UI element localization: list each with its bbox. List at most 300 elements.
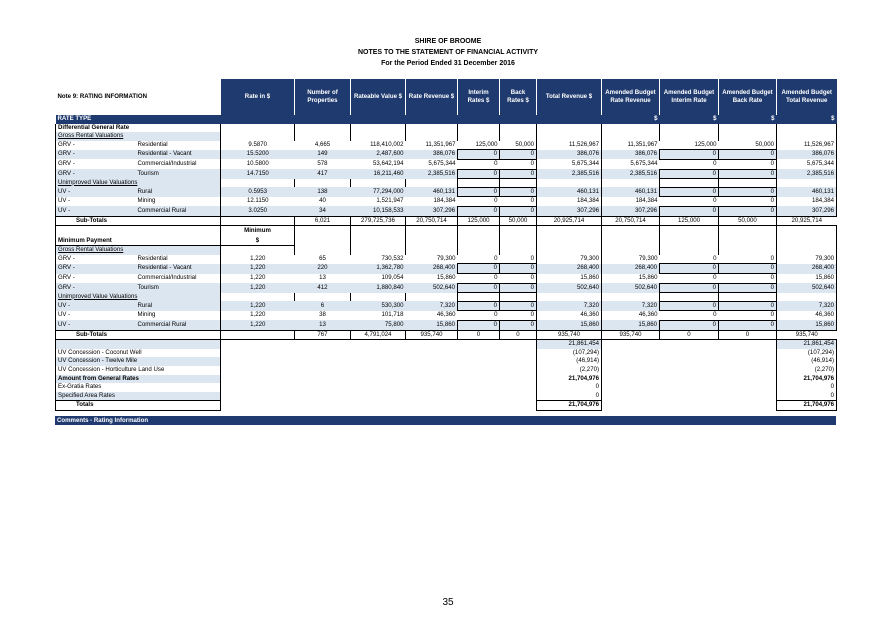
value-cell-n: 4,665 bbox=[314, 141, 331, 149]
empty-cell bbox=[295, 340, 351, 349]
value-cell-rate: 1,220 bbox=[221, 264, 295, 274]
summary-ab-total: 0 bbox=[777, 383, 837, 392]
value-cell-ir: 125,000 bbox=[475, 140, 498, 148]
col-ab-total-header: Amended Budget Total Revenue bbox=[777, 79, 837, 115]
subtotal-abb: 0 bbox=[719, 330, 777, 340]
value-cell-abb: 0 bbox=[770, 197, 774, 205]
empty-cell bbox=[221, 216, 295, 226]
value-cell-rv: 1,880,840 bbox=[351, 283, 406, 293]
subtotal-rr: 20,750,714 bbox=[406, 216, 458, 226]
summary-label: Specified Area Rates bbox=[56, 392, 221, 401]
min-grv-label-row bbox=[56, 246, 837, 255]
section-label: Gross Rental Valuations bbox=[56, 132, 221, 141]
empty-cell bbox=[295, 226, 351, 237]
empty-cell bbox=[295, 392, 351, 401]
min-uv-row bbox=[56, 301, 837, 311]
empty-cell bbox=[660, 237, 719, 246]
value-cell-rate: 12.1150 bbox=[246, 197, 269, 205]
period-subtitle: For the Period Ended 31 December 2016 bbox=[381, 60, 515, 67]
empty-cell bbox=[458, 293, 500, 302]
empty-cell bbox=[602, 375, 660, 384]
empty-cell bbox=[406, 349, 458, 358]
empty-cell bbox=[351, 226, 406, 237]
subtotal-abi: 0 bbox=[660, 330, 719, 340]
value-cell-abi: 0 bbox=[660, 206, 719, 216]
rate-category: Rural bbox=[136, 301, 221, 311]
rate-category: Residential bbox=[136, 255, 221, 264]
value-cell-ir: 0 bbox=[494, 159, 498, 167]
subtotal-br: 50,000 bbox=[500, 216, 537, 226]
value-cell-rv: 1,521,947 bbox=[376, 197, 404, 205]
empty-cell bbox=[602, 179, 660, 188]
empty-cell bbox=[295, 366, 351, 375]
value-cell-abt: 7,320 bbox=[777, 301, 837, 311]
value-cell-abb: 0 bbox=[719, 264, 777, 274]
rate-category: Mining bbox=[136, 197, 221, 207]
value-cell-rv: 75,800 bbox=[351, 320, 406, 330]
empty-cell bbox=[777, 293, 837, 302]
value-cell-abb: 0 bbox=[770, 159, 774, 167]
org-name: SHIRE OF BROOME bbox=[414, 38, 482, 45]
value-cell-br: 50,000 bbox=[515, 140, 534, 148]
value-cell-rate: 9.5870 bbox=[248, 141, 268, 149]
value-cell-rr: 79,300 bbox=[436, 255, 456, 263]
empty-cell bbox=[719, 392, 777, 401]
empty-cell bbox=[458, 349, 500, 358]
empty-cell bbox=[351, 349, 406, 358]
min-row bbox=[56, 255, 837, 264]
dollar-cell bbox=[458, 115, 500, 124]
value-cell-abb: 0 bbox=[770, 274, 774, 281]
empty-cell bbox=[221, 392, 295, 401]
min-row bbox=[56, 283, 837, 293]
empty-cell bbox=[406, 383, 458, 392]
dollar-cell bbox=[221, 115, 295, 124]
value-cell-abr: 2,385,516 bbox=[602, 169, 660, 179]
value-cell-rr: 15,860 bbox=[406, 320, 458, 330]
summary-row bbox=[56, 366, 837, 375]
empty-cell bbox=[295, 237, 351, 246]
empty-cell bbox=[221, 340, 295, 349]
value-cell-tot: 46,360 bbox=[537, 311, 602, 321]
value-cell-tot: 460,131 bbox=[537, 187, 602, 197]
empty-cell bbox=[719, 293, 777, 302]
col-rate-header: Rate in $ bbox=[221, 79, 295, 115]
rate-category: Commercial Rural bbox=[136, 206, 221, 216]
value-cell-abi: 0 bbox=[660, 301, 719, 311]
value-cell-abi: 0 bbox=[660, 187, 719, 197]
empty-cell bbox=[602, 392, 660, 401]
value-cell-n: 13 bbox=[319, 274, 326, 281]
value-cell-ir: 0 bbox=[494, 274, 498, 281]
value-cell-abi: 0 bbox=[660, 150, 719, 160]
empty-cell bbox=[406, 226, 458, 237]
empty-cell bbox=[777, 179, 837, 188]
empty-cell bbox=[537, 124, 602, 133]
value-cell-abi: 0 bbox=[660, 283, 719, 293]
value-cell-br: 0 bbox=[500, 320, 537, 330]
value-cell-rv: 730,532 bbox=[381, 255, 404, 263]
value-cell-ir: 0 bbox=[458, 206, 500, 216]
empty-cell bbox=[406, 293, 458, 302]
empty-cell bbox=[660, 349, 719, 358]
value-cell-abb: 0 bbox=[770, 254, 774, 262]
value-cell-abr: 386,076 bbox=[602, 150, 660, 160]
empty-cell bbox=[500, 366, 537, 375]
value-cell-abi: 0 bbox=[660, 169, 719, 179]
empty-cell bbox=[221, 293, 295, 302]
rate-category: Residential - Vacant bbox=[136, 264, 221, 274]
empty-cell bbox=[351, 401, 406, 411]
value-cell-tot: 386,076 bbox=[537, 150, 602, 160]
value-cell-abi: 0 bbox=[713, 311, 717, 319]
totals-label: Totals bbox=[56, 401, 221, 411]
subtotal-tot: 935,740 bbox=[537, 330, 602, 340]
summary-label: UV Concession - Horticulture Land Use bbox=[56, 366, 221, 375]
empty-cell bbox=[351, 124, 406, 133]
empty-cell bbox=[660, 357, 719, 366]
rate-type-code: GRV - bbox=[56, 264, 136, 274]
summary-label: UV Concession - Twelve Mile bbox=[56, 357, 221, 366]
summary-ab-total: (2,270) bbox=[777, 366, 837, 375]
empty-cell bbox=[602, 246, 660, 255]
empty-cell bbox=[458, 226, 500, 237]
empty-cell bbox=[719, 132, 777, 141]
empty-cell bbox=[351, 357, 406, 366]
value-cell-br: 0 bbox=[530, 311, 534, 319]
empty-cell bbox=[602, 226, 660, 237]
value-cell-ir: 0 bbox=[494, 254, 498, 262]
summary-label: Amount from General Rates bbox=[56, 375, 221, 384]
empty-cell bbox=[602, 366, 660, 375]
min-row bbox=[56, 264, 837, 274]
grv-label-row bbox=[56, 132, 837, 141]
empty-cell bbox=[602, 383, 660, 392]
dollar-cell bbox=[406, 115, 458, 124]
value-cell-rr: 460,131 bbox=[406, 187, 458, 197]
subtotal-n: 6,021 bbox=[295, 216, 351, 226]
value-cell-br: 0 bbox=[500, 187, 537, 197]
empty-cell bbox=[56, 340, 221, 349]
value-cell-tot: 79,300 bbox=[537, 255, 602, 264]
summary-ab-total: 0 bbox=[777, 392, 837, 401]
value-cell-br: 0 bbox=[500, 169, 537, 179]
running-total-row bbox=[56, 340, 837, 349]
value-cell-rate: 10.5800 bbox=[246, 159, 269, 167]
empty-cell bbox=[406, 132, 458, 141]
dollar-cell bbox=[295, 115, 351, 124]
value-cell-n: 412 bbox=[295, 283, 351, 293]
empty-cell bbox=[777, 226, 837, 237]
value-cell-abi: 0 bbox=[713, 274, 717, 281]
value-cell-abb: 0 bbox=[719, 206, 777, 216]
empty-cell bbox=[406, 366, 458, 375]
empty-cell bbox=[351, 392, 406, 401]
empty-cell bbox=[221, 375, 295, 384]
empty-cell bbox=[458, 392, 500, 401]
empty-cell bbox=[500, 132, 537, 141]
empty-cell bbox=[719, 246, 777, 255]
value-cell-rr: 46,360 bbox=[436, 311, 456, 319]
subtotal-abr: 20,750,714 bbox=[602, 216, 660, 226]
minimum-payment-row bbox=[56, 237, 837, 246]
empty-cell bbox=[295, 179, 351, 188]
value-cell-abr: 15,860 bbox=[602, 320, 660, 330]
summary-label: Ex-Gratia Rates bbox=[56, 383, 221, 392]
value-cell-n: 40 bbox=[319, 197, 326, 205]
rate-type-code: GRV - bbox=[56, 159, 136, 169]
empty-cell bbox=[660, 132, 719, 141]
empty-cell bbox=[351, 340, 406, 349]
empty-cell bbox=[458, 357, 500, 366]
value-cell-abi: 125,000 bbox=[694, 140, 717, 148]
empty-cell bbox=[777, 237, 837, 246]
dollar-cell: $ bbox=[777, 115, 837, 124]
subtotal-n: 767 bbox=[295, 330, 351, 340]
value-cell-rate: 3.0250 bbox=[221, 206, 295, 216]
rate-type-code: UV - bbox=[56, 311, 136, 321]
table-body bbox=[56, 115, 837, 410]
col-ab-back-header: Amended Budget Back Rate bbox=[719, 79, 777, 115]
rate-category: Residential bbox=[136, 141, 221, 150]
value-cell-tot: 502,640 bbox=[537, 283, 602, 293]
section-label: Gross Rental Valuations bbox=[56, 246, 221, 255]
value-cell-rv: 77,294,000 bbox=[351, 187, 406, 197]
value-cell-br: 0 bbox=[500, 301, 537, 311]
empty-cell bbox=[719, 357, 777, 366]
rate-type-row bbox=[56, 115, 837, 124]
differential-row bbox=[56, 124, 837, 133]
empty-cell bbox=[719, 383, 777, 392]
min-uv-label-row bbox=[56, 293, 837, 302]
summary-total: 21,704,976 bbox=[537, 375, 602, 384]
empty-cell bbox=[295, 124, 351, 133]
empty-cell bbox=[351, 246, 406, 255]
empty-cell bbox=[537, 132, 602, 141]
empty-cell bbox=[458, 246, 500, 255]
empty-cell bbox=[719, 349, 777, 358]
empty-cell bbox=[56, 226, 221, 237]
value-cell-abt: 2,385,516 bbox=[777, 169, 837, 179]
totals-ab-total: 21,704,976 bbox=[777, 401, 837, 411]
value-cell-br: 0 bbox=[530, 197, 534, 205]
value-cell-abr: 11,351,967 bbox=[627, 141, 658, 149]
empty-cell bbox=[351, 132, 406, 141]
value-cell-rate: 1,220 bbox=[250, 274, 266, 281]
value-cell-n: 13 bbox=[295, 320, 351, 330]
running-ab-total: 21,861,454 bbox=[777, 340, 837, 349]
totals-total: 21,704,976 bbox=[537, 401, 602, 411]
value-cell-ir: 0 bbox=[494, 197, 498, 205]
value-cell-abb: 0 bbox=[770, 311, 774, 319]
value-cell-abb: 0 bbox=[719, 169, 777, 179]
minimum-dollar: $ bbox=[221, 237, 295, 246]
rate-category: Tourism bbox=[136, 283, 221, 293]
col-back-header: Back Rates $ bbox=[500, 79, 537, 115]
summary-total: 0 bbox=[537, 383, 602, 392]
subtotal-abt: 935,740 bbox=[777, 330, 837, 340]
dollar-cell bbox=[537, 115, 602, 124]
summary-total: (46,914) bbox=[537, 357, 602, 366]
empty-cell bbox=[602, 132, 660, 141]
value-cell-abt: 502,640 bbox=[777, 283, 837, 293]
value-cell-abt: 15,860 bbox=[777, 320, 837, 330]
value-cell-ir: 0 bbox=[458, 264, 500, 274]
empty-cell bbox=[719, 226, 777, 237]
min-uv-row bbox=[56, 311, 837, 321]
empty-cell bbox=[602, 237, 660, 246]
summary-row bbox=[56, 383, 837, 392]
value-cell-abb: 0 bbox=[719, 187, 777, 197]
col-ab-interim-header: Amended Budget Interim Rate bbox=[660, 79, 719, 115]
empty-cell bbox=[295, 357, 351, 366]
value-cell-abr: 7,320 bbox=[602, 301, 660, 311]
subtotal-abt: 20,925,714 bbox=[777, 216, 837, 226]
value-cell-n: 578 bbox=[317, 159, 328, 167]
empty-cell bbox=[221, 330, 295, 340]
empty-cell bbox=[295, 132, 351, 141]
header-row bbox=[56, 79, 837, 115]
empty-cell bbox=[500, 340, 537, 349]
value-cell-n: 65 bbox=[319, 255, 326, 263]
empty-cell bbox=[406, 340, 458, 349]
empty-cell bbox=[719, 366, 777, 375]
empty-cell bbox=[221, 132, 295, 141]
diff-uv-row bbox=[56, 197, 837, 207]
empty-cell bbox=[660, 366, 719, 375]
empty-cell bbox=[660, 340, 719, 349]
col-interim-header: Interim Rates $ bbox=[458, 79, 500, 115]
empty-cell bbox=[458, 375, 500, 384]
rate-type-code: UV - bbox=[56, 187, 136, 197]
value-cell-n: 149 bbox=[295, 150, 351, 160]
value-cell-abt: 11,526,967 bbox=[777, 141, 837, 150]
value-cell-abt: 460,131 bbox=[777, 187, 837, 197]
empty-cell bbox=[351, 179, 406, 188]
dollar-cell: $ bbox=[719, 115, 777, 124]
empty-cell bbox=[458, 340, 500, 349]
rate-type-code: UV - bbox=[56, 320, 136, 330]
value-cell-abt: 15,860 bbox=[777, 274, 837, 284]
value-cell-n: 220 bbox=[295, 264, 351, 274]
summary-ab-total: (107,294) bbox=[777, 349, 837, 358]
empty-cell bbox=[602, 124, 660, 133]
rate-type-code: GRV - bbox=[56, 255, 136, 264]
dollar-cell bbox=[351, 115, 406, 124]
value-cell-tot: 268,400 bbox=[537, 264, 602, 274]
col-total-header: Total Revenue $ bbox=[537, 79, 602, 115]
value-cell-ir: 0 bbox=[458, 320, 500, 330]
value-cell-br: 0 bbox=[530, 274, 534, 281]
value-cell-abt: 184,384 bbox=[777, 197, 837, 207]
empty-cell bbox=[537, 237, 602, 246]
value-cell-abt: 307,296 bbox=[777, 206, 837, 216]
subtotal-br: 0 bbox=[500, 330, 537, 340]
summary-row bbox=[56, 349, 837, 358]
min-uv-row bbox=[56, 320, 837, 330]
note-title: Note 9: RATING INFORMATION bbox=[56, 79, 221, 115]
empty-cell bbox=[660, 392, 719, 401]
empty-cell bbox=[406, 179, 458, 188]
value-cell-abi: 0 bbox=[660, 320, 719, 330]
empty-cell bbox=[500, 293, 537, 302]
value-cell-br: 0 bbox=[530, 254, 534, 262]
empty-cell bbox=[602, 293, 660, 302]
value-cell-abt: 79,300 bbox=[777, 255, 837, 264]
empty-cell bbox=[351, 293, 406, 302]
value-cell-rr: 502,640 bbox=[406, 283, 458, 293]
value-cell-rr: 184,384 bbox=[433, 197, 456, 205]
empty-cell bbox=[660, 179, 719, 188]
document-title: NOTES TO THE STATEMENT OF FINANCIAL ACTIVITY bbox=[357, 49, 539, 56]
value-cell-rate: 1,220 bbox=[250, 311, 266, 319]
section-label: Unimproved Value Valuations bbox=[56, 179, 221, 188]
diff-row bbox=[56, 150, 837, 160]
value-cell-rr: 268,400 bbox=[406, 264, 458, 274]
empty-cell bbox=[602, 401, 660, 411]
value-cell-n: 138 bbox=[295, 187, 351, 197]
empty-cell bbox=[777, 132, 837, 141]
rate-category: Residential - Vacant bbox=[136, 150, 221, 160]
uv-label-row bbox=[56, 179, 837, 188]
value-cell-rv: 2,487,600 bbox=[351, 150, 406, 160]
value-cell-br: 0 bbox=[500, 150, 537, 160]
empty-cell bbox=[295, 401, 351, 411]
empty-cell bbox=[660, 226, 719, 237]
rate-category: Tourism bbox=[136, 169, 221, 179]
rate-type-code: GRV - bbox=[56, 169, 136, 179]
value-cell-rv: 109,054 bbox=[381, 274, 404, 281]
value-cell-ir: 0 bbox=[458, 283, 500, 293]
value-cell-rr: 7,320 bbox=[406, 301, 458, 311]
value-cell-rv: 53,642,194 bbox=[373, 159, 404, 167]
value-cell-abt: 46,360 bbox=[777, 311, 837, 321]
value-cell-rr: 307,296 bbox=[406, 206, 458, 216]
value-cell-abt: 268,400 bbox=[777, 264, 837, 274]
value-cell-abt: 386,076 bbox=[777, 150, 837, 160]
empty-cell bbox=[406, 237, 458, 246]
value-cell-rv: 10,158,533 bbox=[351, 206, 406, 216]
empty-cell bbox=[602, 349, 660, 358]
value-cell-rv: 101,718 bbox=[381, 311, 404, 319]
dollar-cell bbox=[500, 115, 537, 124]
empty-cell bbox=[295, 375, 351, 384]
empty-cell bbox=[295, 293, 351, 302]
value-cell-abb: 0 bbox=[719, 283, 777, 293]
value-cell-abb: 0 bbox=[719, 150, 777, 160]
rate-type-code: UV - bbox=[56, 197, 136, 207]
value-cell-tot: 11,526,967 bbox=[537, 141, 602, 150]
empty-cell bbox=[221, 124, 295, 133]
value-cell-abr: 184,384 bbox=[635, 197, 658, 205]
empty-cell bbox=[406, 375, 458, 384]
empty-cell bbox=[719, 179, 777, 188]
empty-cell bbox=[406, 124, 458, 133]
rate-type-code: UV - bbox=[56, 206, 136, 216]
col-number-header: Number of Properties bbox=[295, 79, 351, 115]
empty-cell bbox=[458, 124, 500, 133]
empty-cell bbox=[719, 340, 777, 349]
empty-cell bbox=[537, 246, 602, 255]
empty-cell bbox=[351, 237, 406, 246]
value-cell-br: 0 bbox=[500, 264, 537, 274]
empty-cell bbox=[660, 293, 719, 302]
value-cell-abb: 0 bbox=[719, 320, 777, 330]
empty-cell bbox=[777, 124, 837, 133]
summary-row bbox=[56, 392, 837, 401]
empty-cell bbox=[602, 340, 660, 349]
rate-type-label: RATE TYPE bbox=[56, 115, 221, 124]
